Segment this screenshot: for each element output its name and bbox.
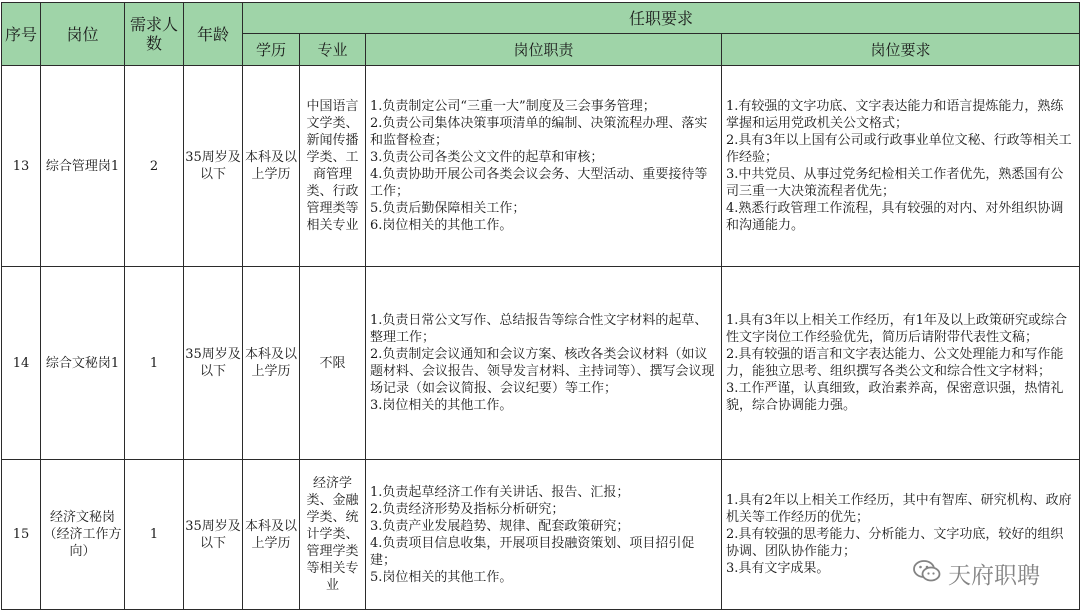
header-requirements: 任职要求 — [243, 3, 1080, 34]
row-seq: 15 — [2, 460, 41, 610]
header-duties: 岗位职责 — [366, 34, 722, 66]
row-age: 35周岁及以下 — [184, 66, 243, 267]
row-age: 35周岁及以下 — [184, 460, 243, 610]
table-row — [2, 460, 1080, 610]
list-item: 4.负责项目信息收集，开展项目投融资策划、项目招引促建； — [370, 535, 695, 568]
list-item: 1.具有2年以上相关工作经历，其中有智库、研究机构、政府机关等工作经历的优先； — [726, 493, 1072, 525]
header-major: 专业 — [300, 34, 366, 66]
list-item: 3.负责公司各类公文文件的起草和审核； — [370, 150, 604, 165]
list-item: 2.具有较强的思考能力、分析能力、文字功底，较好的组织协调、团队协作能力； — [726, 527, 1064, 559]
watermark-text: 天府职聘 — [948, 563, 1040, 589]
list-item: 2.负责制定会议通知和会议方案、核改各类会议材料（如议题材料、会议报告、领导发言材料、主持词等）、撰写会议现场记录（如会议简报、会议纪要）等工作； — [370, 347, 715, 396]
list-item: 5.负责后勤保障相关工作； — [370, 201, 526, 216]
list-item: 1.有较强的文字功底、文字表达能力和语言提炼能力，熟练掌握和运用党政机关公文格式； — [726, 99, 1064, 131]
row-position: 经济文秘岗（经济工作方向） — [41, 460, 125, 610]
row-major: 中国语言文学类、新闻传播学类、工商管理类、行政管理类等相关专业 — [300, 66, 366, 267]
list-item: 2.具有较强的语言和文字表达能力、公文处理能力和写作能力，能独立思考、组织撰写各类公文和综合性文字材料； — [726, 347, 1064, 379]
header-count: 需求人数 — [125, 3, 184, 66]
list-item: 3.具有文字成果。 — [726, 561, 830, 576]
row-duties — [366, 460, 722, 610]
list-item: 2.负责公司集体决策事项清单的编制、决策流程办理、落实和监督检查； — [370, 116, 708, 148]
table-row — [2, 66, 1080, 267]
row-position: 综合文秘岗1 — [41, 267, 125, 460]
header-seq: 序号 — [2, 3, 41, 66]
list-item: 6.岗位相关的其他工作。 — [370, 218, 513, 233]
row-count: 1 — [125, 267, 184, 460]
list-item: 2.负责经济形势及指标分析研究； — [370, 501, 565, 517]
row-education: 本科及以上学历 — [243, 267, 300, 460]
list-item: 2.具有3年以上国有公司或行政事业单位文秘、行政等相关工作经验； — [726, 133, 1072, 165]
row-education: 本科及以上学历 — [243, 460, 300, 610]
list-item: 3.负责产业发展趋势、规律、配套政策研究； — [370, 518, 630, 534]
header-education: 学历 — [243, 34, 300, 66]
list-item: 1.负责制定公司“三重一大”制度及三会事务管理； — [370, 99, 656, 114]
row-qualifications — [722, 267, 1080, 460]
row-qualifications — [722, 66, 1080, 267]
row-age: 35周岁及以下 — [184, 267, 243, 460]
list-item: 1.负责起草经济工作有关讲话、报告、汇报； — [370, 484, 630, 500]
list-item: 3.岗位相关的其他工作。 — [370, 398, 513, 413]
row-seq: 13 — [2, 66, 41, 267]
list-item: 4.负责协助开展公司各类会议会务、大型活动、重要接待等工作； — [370, 167, 708, 199]
row-qualifications — [722, 460, 1080, 610]
row-major: 不限 — [300, 267, 366, 460]
header-position: 岗位 — [41, 3, 125, 66]
row-duties — [366, 267, 722, 460]
list-item: 1.负责日常公文写作、总结报告等综合性文字材料的起草、整理工作； — [370, 313, 708, 345]
list-item: 4.熟悉行政管理工作流程，具有较强的对内、对外组织协调和沟通能力。 — [726, 201, 1064, 233]
row-education: 本科及以上学历 — [243, 66, 300, 267]
row-count: 1 — [125, 460, 184, 610]
header-age: 年龄 — [184, 3, 243, 66]
list-item: 1.具有3年以上相关工作经历，有1年及以上政策研究或综合性文字岗位工作经验优先，简历后请附带代表性文稿； — [726, 313, 1067, 345]
row-duties — [366, 66, 722, 267]
header-qualifications: 岗位要求 — [722, 34, 1080, 66]
row-position: 综合管理岗1 — [41, 66, 125, 267]
list-item: 3.工作严谨，认真细致，政治素养高，保密意识强，热情礼貌，综合协调能力强。 — [726, 381, 1064, 413]
job-requirements-table — [1, 2, 1080, 610]
row-count: 2 — [125, 66, 184, 267]
row-seq: 14 — [2, 267, 41, 460]
list-item: 5.岗位相关的其他工作。 — [370, 569, 513, 585]
table-row — [2, 267, 1080, 460]
list-item: 3.中共党员、从事过党务纪检相关工作者优先，熟悉国有公司三重一大决策流程者优先； — [726, 167, 1064, 199]
row-major: 经济学类、金融学类、统计学类、管理学类等相关专业 — [300, 460, 366, 610]
